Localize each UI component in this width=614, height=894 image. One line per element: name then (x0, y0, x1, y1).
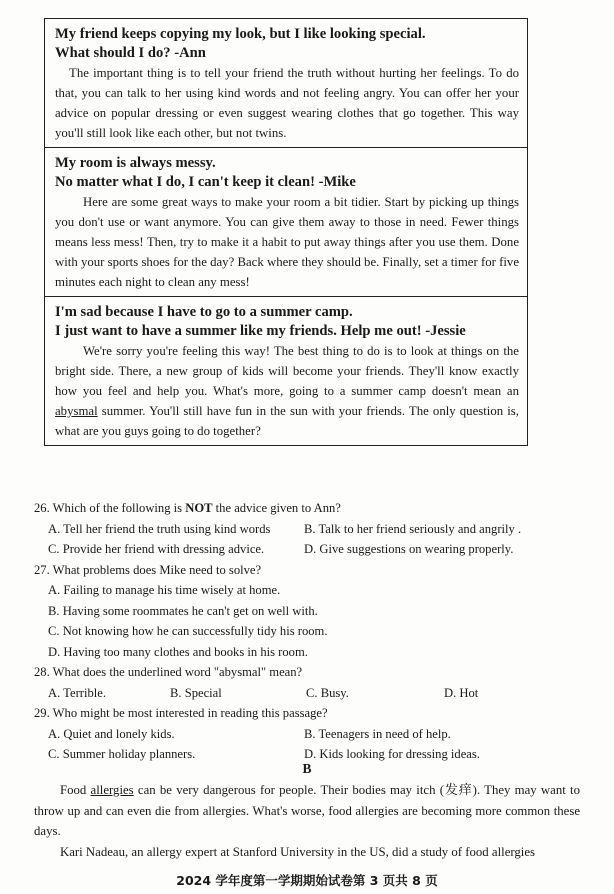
option: C. Busy. (306, 685, 349, 700)
option: C. Not knowing how he can successfully tidy his room. (48, 624, 328, 638)
box-body (55, 341, 519, 441)
option: C. Provide her friend with dressing advice. (48, 542, 265, 556)
options-27 (48, 580, 584, 662)
option: C. Summer holiday planners. (48, 747, 196, 761)
passage-paragraph (34, 780, 580, 842)
advice-boxes (44, 18, 528, 446)
question-28: 28. What does the underlined word "abysmal" mean? (34, 665, 303, 679)
option: A. Tell her friend the truth using kind words (48, 521, 271, 536)
option: D. Having too many clothes and books in his room. (48, 644, 308, 659)
question-stem-emphasis: NOT (185, 501, 213, 515)
body-text: We're sorry you're feeling this way! The best thing to do is to look at things on the bright side. There, a new group of kids will become your friends. They'll know exactly how you feel and help you. What's more, going to a summer camp doesn't mean an (55, 344, 519, 398)
passage-text: Food (60, 783, 91, 797)
option: B. Teenagers in need of help. (304, 726, 451, 741)
body-text: summer. You'll still have fun in the sun with your friends. The only question is, what are you guys going to do together? (55, 404, 519, 438)
option: D. Hot (444, 685, 479, 700)
underlined-word: abysmal (55, 404, 98, 418)
box-heading: My room is always messy. (55, 155, 216, 171)
options-28 (48, 683, 584, 704)
section-heading: B (302, 761, 312, 776)
passage-text: can be very dangerous for people. Their bodies may itch (发痒). They may want to throw up and can even die from allergies. What's worse, food allergies are becoming more common these days. (34, 783, 580, 838)
option: A. Quiet and lonely kids. (48, 726, 175, 741)
option: D. Give suggestions on wearing properly. (304, 542, 514, 556)
option: B. Talk to her friend seriously and angrily . (304, 521, 522, 536)
question-stem: 26. Which of the following is (34, 501, 186, 515)
box-heading: I'm sad because I have to go to a summer camp. (55, 304, 353, 320)
option: B. Having some roommates he can't get on well with. (48, 603, 318, 618)
option: A. Terrible. (48, 685, 106, 700)
passage-paragraph: Kari Nadeau, an allergy expert at Stanford University in the US, did a study of food allergies (60, 844, 536, 859)
box-heading: I just want to have a summer like my friends. Help me out! -Jessie (55, 323, 466, 339)
passage-b (34, 780, 580, 862)
options-26 (48, 519, 584, 560)
questions (34, 498, 584, 765)
question-26 (34, 498, 584, 519)
box-heading: What should I do? -Ann (55, 45, 206, 61)
box-body: The important thing is to tell your friend the truth without hurting her feelings. To do that, you can talk to her using kind words and not feeling angry. You can offer her your advice on popular dressing or even suggest wearing clothes that go together. This way you'll still look like each other, but not twins. (55, 66, 519, 140)
option: B. Special (170, 685, 222, 700)
question-stem: the advice given to Ann? (212, 501, 341, 515)
page-footer: 2024 学年度第一学期期始试卷第 3 页共 8 页 (176, 873, 438, 888)
box-body: Here are some great ways to make your room a bit tidier. Start by picking up things you don't use or want anymore. You can give them away to those in need. Fewer things means less mess! Then, try to make it a habit to put away things after you use them. Done with your sports shoes for the day? Back where they should be. Finally, set a timer for five minutes each night to clean any mess! (55, 195, 519, 289)
question-27: 27. What problems does Mike need to solve? (34, 562, 262, 577)
box-heading: My friend keeps copying my look, but I like looking special. (55, 26, 426, 42)
advice-box-jessie (45, 297, 527, 445)
underlined-word: allergies (90, 783, 134, 797)
option: A. Failing to manage his time wisely at home. (48, 583, 281, 597)
box-heading: No matter what I do, I can't keep it clean! -Mike (55, 174, 356, 190)
option: D. Kids looking for dressing ideas. (304, 747, 480, 761)
options-29 (48, 724, 584, 765)
advice-box-ann (45, 19, 527, 148)
advice-box-mike (45, 148, 527, 297)
question-29: 29. Who might be most interested in reading this passage? (34, 706, 328, 720)
